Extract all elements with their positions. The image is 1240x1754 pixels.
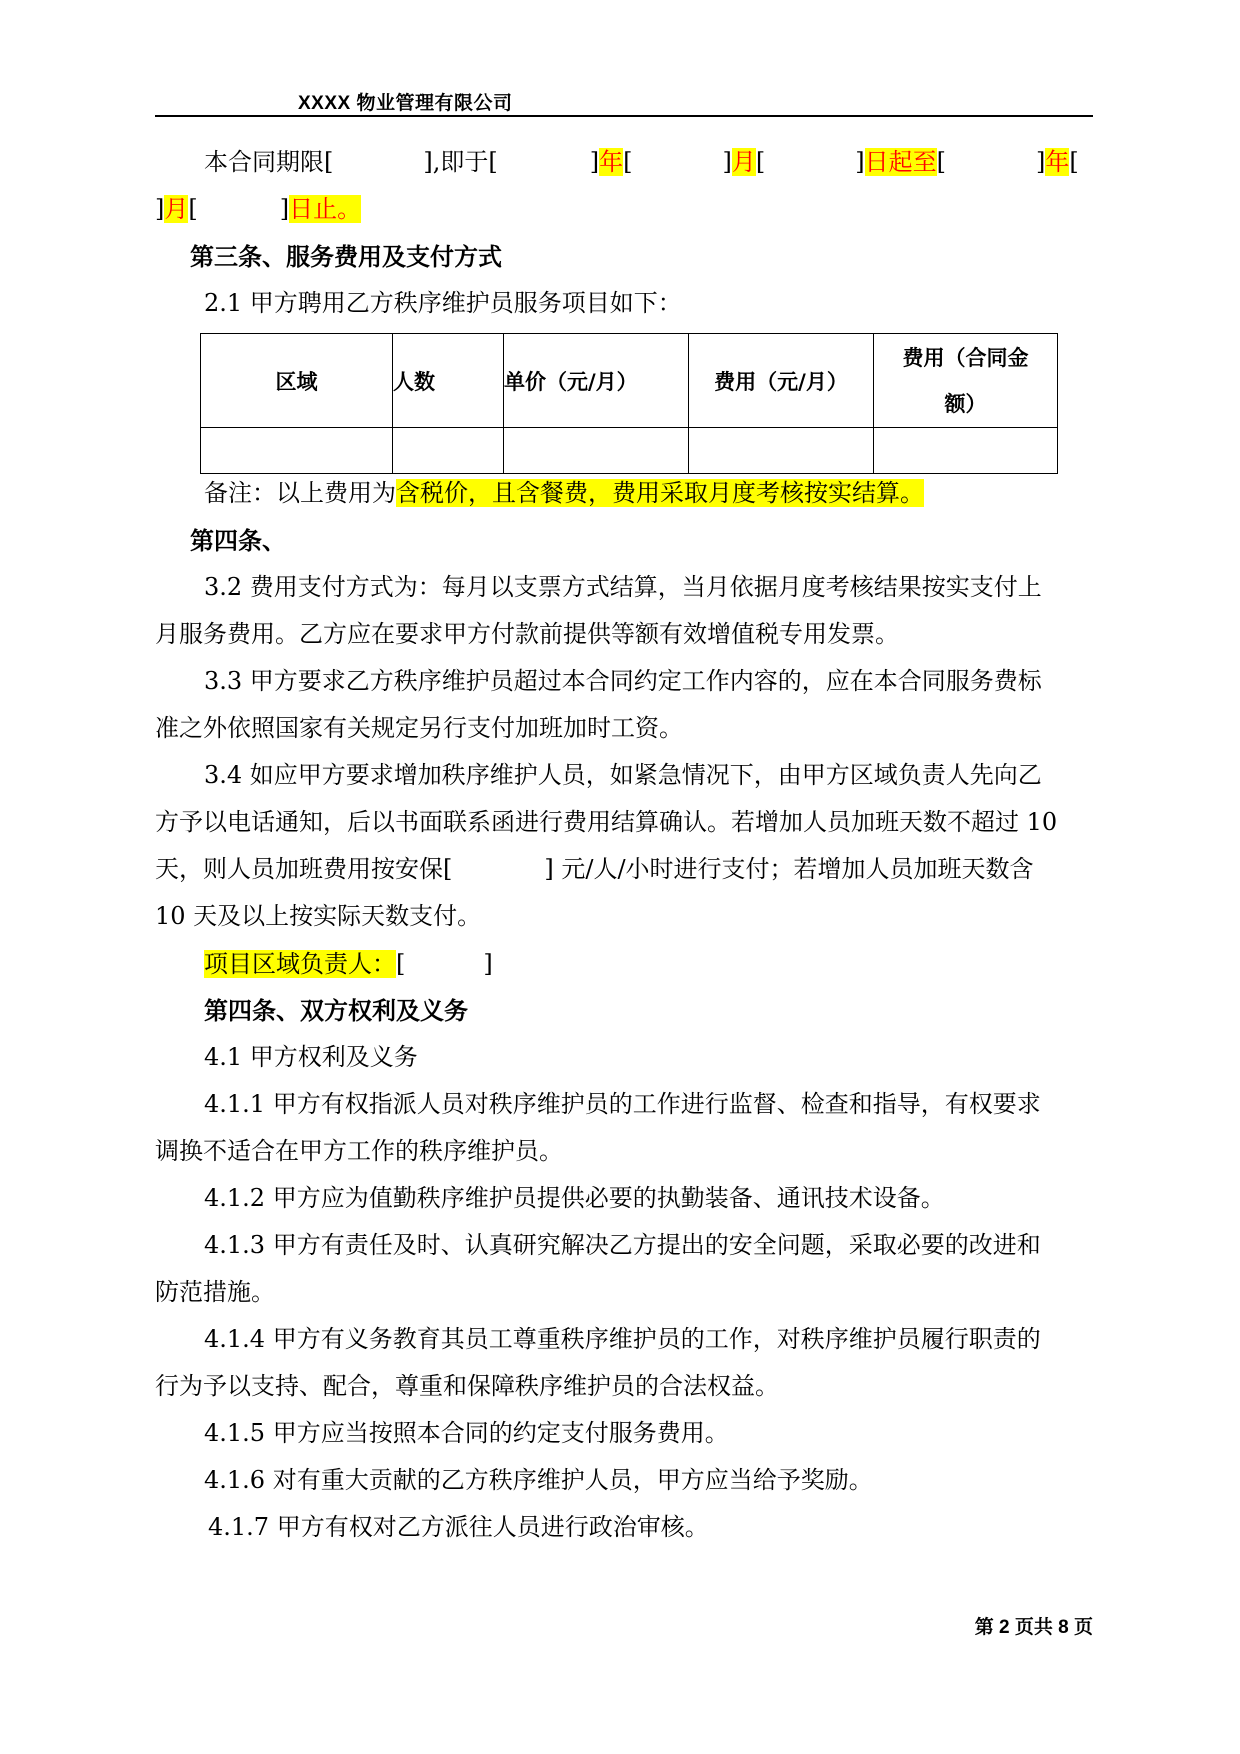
bracket-close: ]: [589, 148, 600, 176]
project-manager-line: [204, 948, 493, 980]
project-manager-label: 项目区域负责人：: [204, 950, 396, 978]
para-3-3-line-1: 3.3 甲方要求乙方秩序维护员超过本合同约定工作内容的，应在本合同服务费标: [204, 667, 1042, 695]
label-year-2: 年: [1045, 148, 1070, 176]
fee-note-prefix: 备注：以上费用为: [204, 479, 396, 507]
col-header-monthly-fee: 费用（元/月）: [689, 334, 874, 428]
col-header-contract-amount: [874, 334, 1058, 428]
term-prefix: 本合同期限[: [204, 148, 334, 176]
article-4a-title: 第四条、: [190, 527, 286, 555]
bracket-open: [: [188, 195, 198, 223]
cell-unit-price: [504, 428, 689, 474]
article-3-title: 第三条、服务费用及支付方式: [190, 243, 502, 271]
bracket-open: [: [623, 148, 633, 176]
term-line-1: [204, 146, 1079, 178]
fee-table-header-row: [201, 334, 1058, 428]
overtime-rate-suffix: ] 元/人/小时进行支付；若增加人员加班天数含: [544, 855, 1034, 883]
para-3-3-line-2: 准之外依照国家有关规定另行支付加班加时工资。: [155, 714, 683, 742]
bracket-open: [: [1069, 148, 1079, 176]
overtime-rate-prefix: 天，则人员加班费用按安保[: [155, 855, 453, 883]
fee-note-highlight: 含税价，且含餐费，费用采取月度考核按实结算。: [396, 479, 924, 507]
para-4-1-6: 4.1.6 对有重大贡献的乙方秩序维护人员，甲方应当给予奖励。: [204, 1466, 873, 1494]
para-4-1-1-line-1: 4.1.1 甲方有权指派人员对秩序维护员的工作进行监督、检查和指导，有权要求: [204, 1090, 1041, 1118]
label-month-1: 月: [731, 148, 756, 176]
article-4b-title: 第四条、双方权利及义务: [204, 997, 468, 1025]
bracket-open: [: [755, 148, 766, 176]
cell-region: [201, 428, 393, 474]
label-day-end: 日止。: [289, 195, 362, 223]
para-4-1-1-line-2: 调换不适合在甲方工作的秩序维护员。: [155, 1137, 563, 1165]
bracket-close: ]: [855, 148, 865, 176]
term-mid: ],即于[: [423, 148, 498, 176]
col-header-contract-amount-text: 费用（合同金额）: [902, 345, 1029, 416]
label-year-1: 年: [599, 148, 624, 176]
para-4-1-3-line-1: 4.1.3 甲方有责任及时、认真研究解决乙方提出的安全问题，采取必要的改进和: [204, 1231, 1041, 1259]
bracket-close: ]: [279, 195, 290, 223]
para-3-4-line-4: 10 天及以上按实际天数支付。: [155, 902, 482, 930]
term-line-2: [155, 193, 361, 225]
bracket-close: ]: [1035, 148, 1046, 176]
bracket-close: ]: [483, 950, 493, 978]
bracket-open: [: [396, 950, 406, 978]
col-header-headcount: 人数: [393, 334, 504, 428]
para-4-1-4-line-2: 行为予以支持、配合，尊重和保障秩序维护员的合法权益。: [155, 1372, 779, 1400]
para-3-4-line-1: 3.4 如应甲方要求增加秩序维护人员，如紧急情况下，由甲方区域负责人先向乙: [204, 761, 1042, 789]
bracket-close: ]: [155, 195, 165, 223]
company-header: XXXX 物业管理有限公司: [298, 93, 513, 114]
col-header-region: 区域: [201, 334, 393, 428]
cell-contract-amount: [874, 428, 1058, 474]
para-4-1-5: 4.1.5 甲方应当按照本合同的约定支付服务费用。: [204, 1419, 729, 1447]
bracket-close: ]: [722, 148, 732, 176]
para-4-1-4-line-1: 4.1.4 甲方有义务教育其员工尊重秩序维护员的工作，对秩序维护员履行职责的: [204, 1325, 1041, 1353]
para-3-2-line-2: 月服务费用。乙方应在要求甲方付款前提供等额有效增值税专用发票。: [155, 620, 899, 648]
cell-headcount: [393, 428, 504, 474]
header-divider: [155, 115, 1093, 117]
label-month-2: 月: [164, 195, 189, 223]
para-3-4-line-2: 方予以电话通知，后以书面联系函进行费用结算确认。若增加人员加班天数不超过 10: [155, 808, 1058, 836]
fee-table: [200, 333, 1058, 474]
para-4-1-3-line-2: 防范措施。: [155, 1278, 275, 1306]
bracket-open: [: [936, 148, 946, 176]
fee-table-row: [201, 428, 1058, 474]
col-header-unit-price: 单价（元/月）: [504, 334, 689, 428]
para-3-4-line-3: [155, 853, 1034, 885]
article-3-intro: 2.1 甲方聘用乙方秩序维护员服务项目如下：: [204, 289, 682, 317]
label-day-from: 日起至: [864, 148, 937, 176]
para-4-1-7: 4.1.7 甲方有权对乙方派往人员进行政治审核。: [208, 1513, 709, 1541]
para-3-2-line-1: 3.2 费用支付方式为：每月以支票方式结算，当月依据月度考核结果按实支付上: [204, 573, 1042, 601]
page-indicator: 第 2 页共 8 页: [974, 1617, 1093, 1638]
cell-monthly-fee: [689, 428, 874, 474]
fee-note: [204, 477, 924, 509]
para-4-1: 4.1 甲方权利及义务: [204, 1043, 418, 1071]
para-4-1-2: 4.1.2 甲方应为值勤秩序维护员提供必要的执勤装备、通讯技术设备。: [204, 1184, 945, 1212]
